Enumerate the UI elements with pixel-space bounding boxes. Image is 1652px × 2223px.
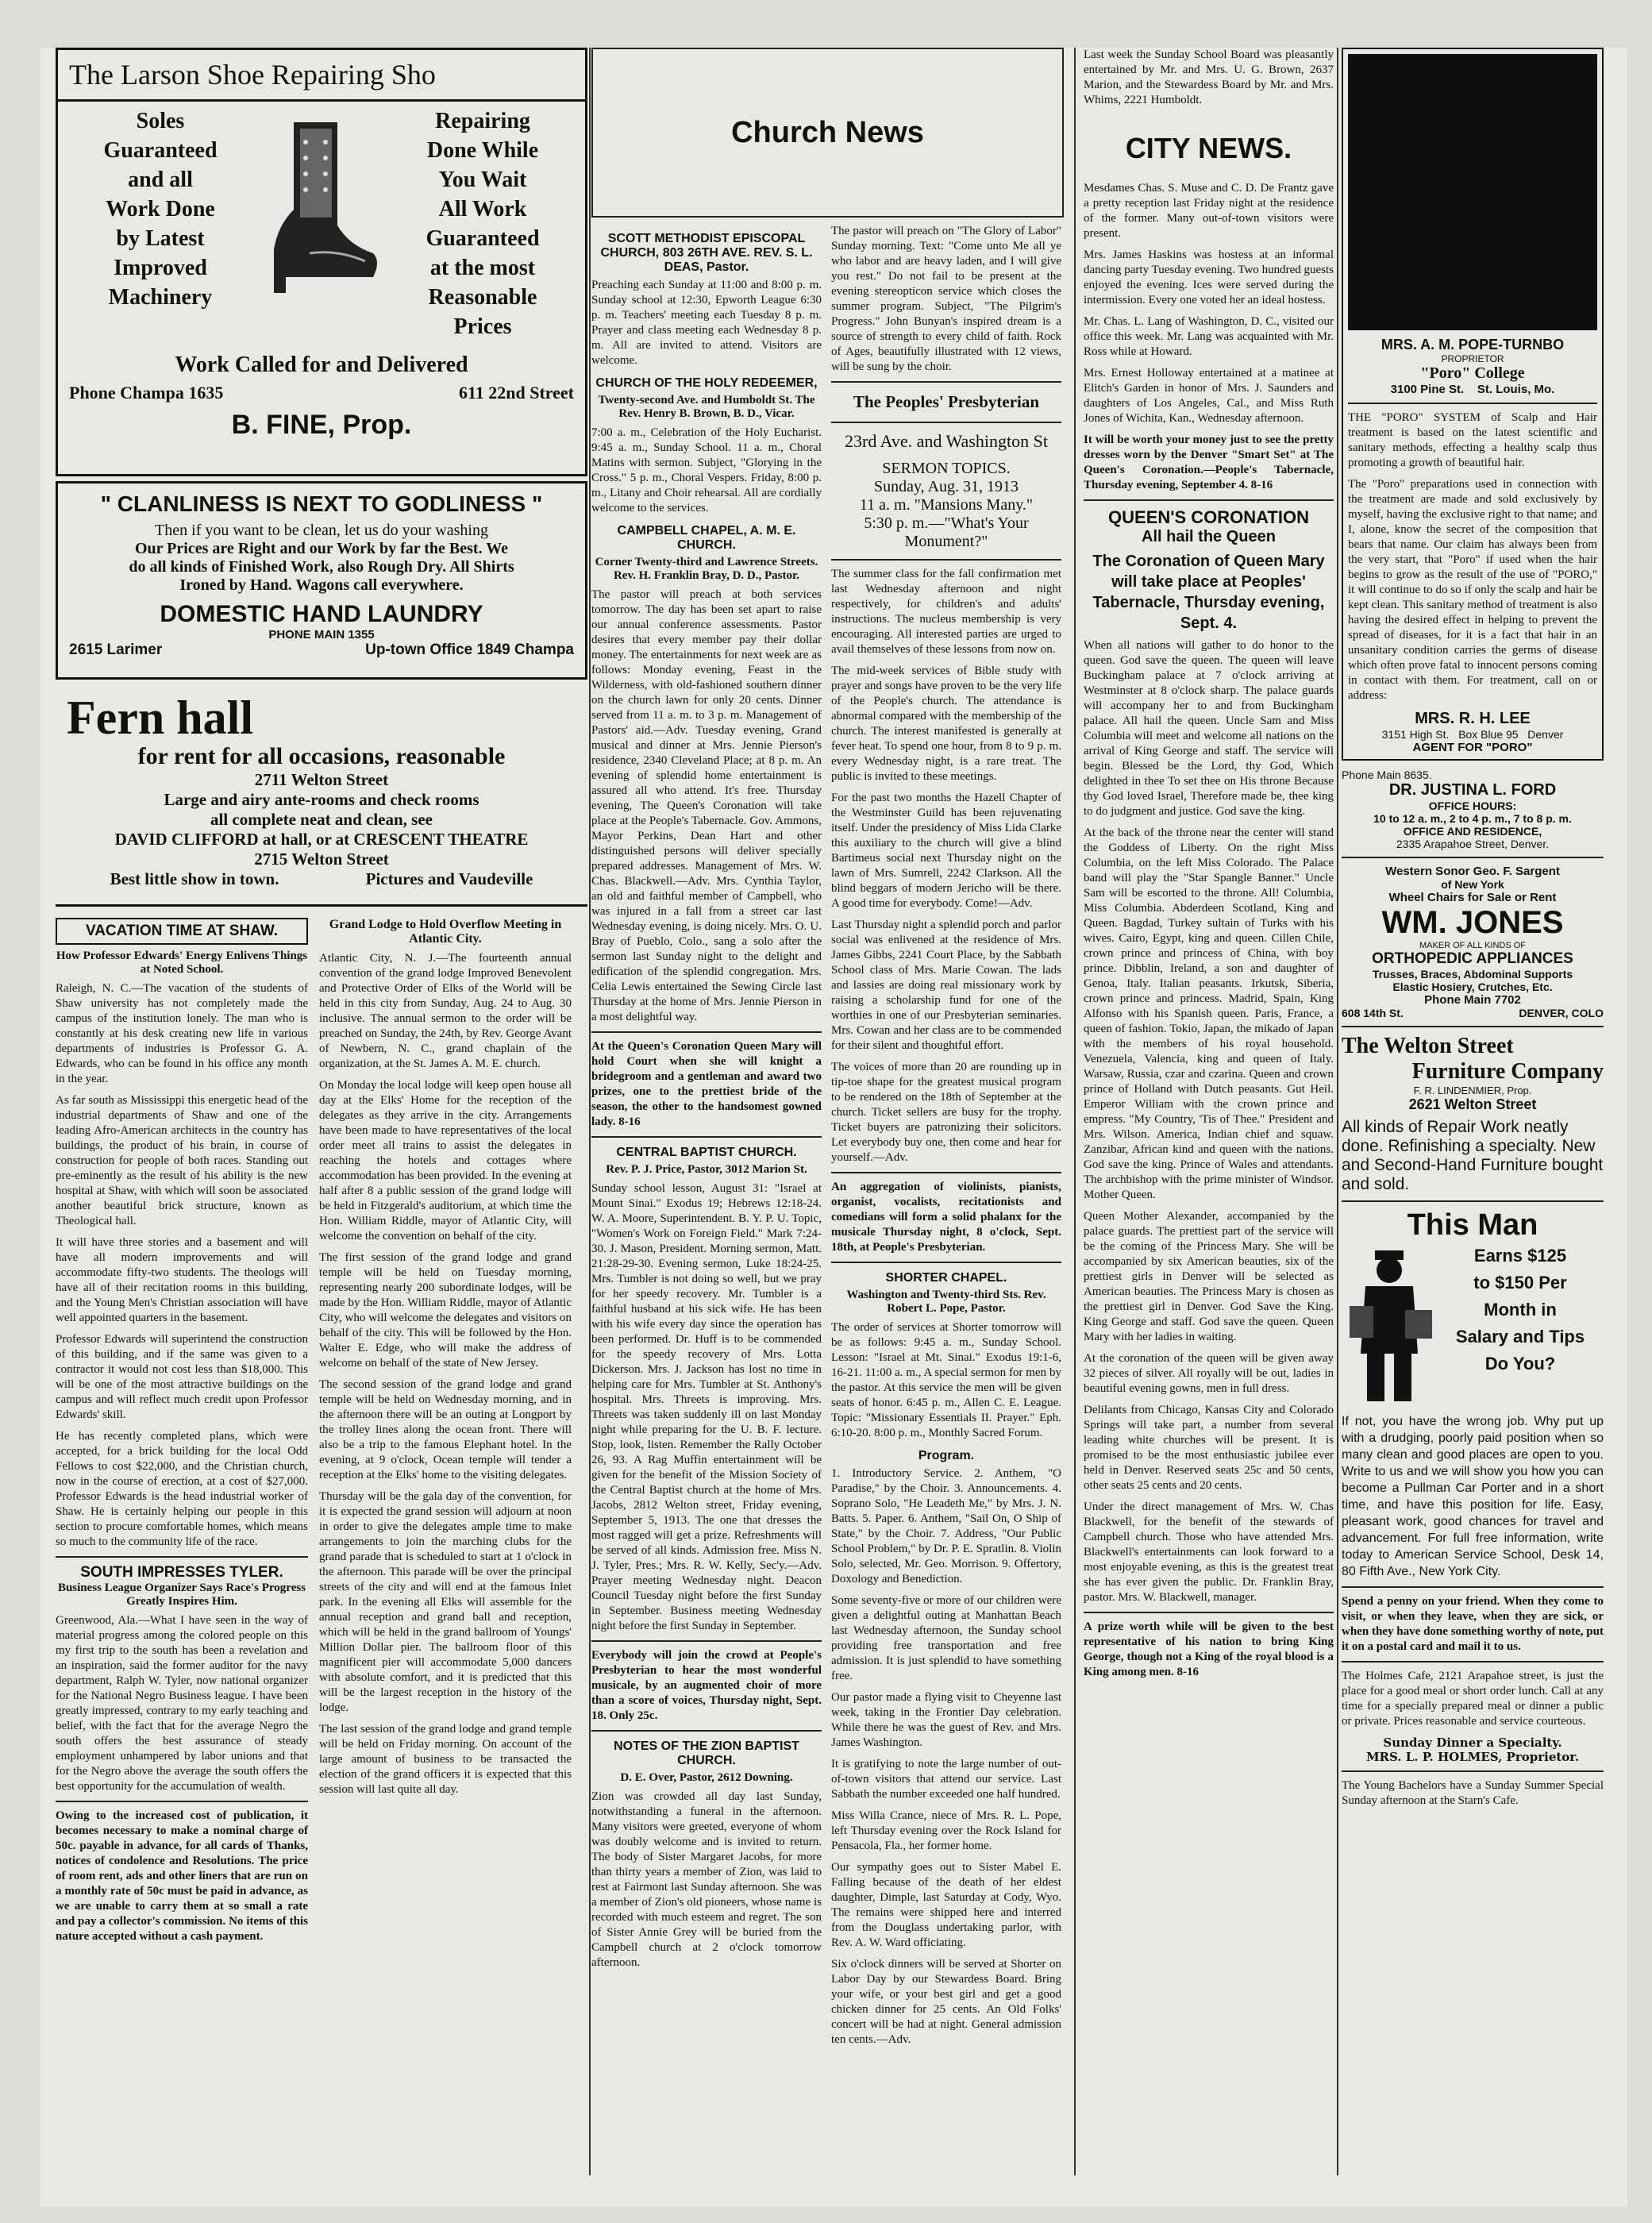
- church-news-header: Church News: [591, 48, 1064, 218]
- presbyterian-block: The Peoples' Presbyterian 23rd Ave. and Washington St SERMON TOPICS. Sunday, Aug. 31, 1913 11 a. m. "Mansions Many." 5:30 p. m.—"What's Your Monument?": [831, 392, 1061, 551]
- church-col-left: SCOTT METHODIST EPISCOPAL CHURCH, 803 26TH AVE. REV. S. L. DEAS, Pastor. Preaching each Sunday at 11:00 and 8:00 p. m. Sunday school at 12:30, Epworth League 6:30 p. m. Teachers' meeting each Tuesday 8 p. m. Prayer and class meeting each Wednesday 8 p. m. All are invited to attend. Visitors are welcome. CHURCH OF THE HOLY REDEEMER, Twenty-second Ave. and Humboldt St. The Rev. Henry B. Brown, B. D., Vicar. 7:00 a. m., Celebration of the Holy Eucharist. 9:45 a. m., Sunday School. 11 a. m., Choral Matins with sermon. Subject, "Glorying in the Cross." 5 p. m., Choral Vespers. Friday, 8:00 p. m., Litany and Choir rehearsal. All are cordially welcome to the services. CAMPBELL CHAPEL, A. M. E. CHURCH. Corner Twenty-third and Lawrence Streets. Rev. H. Franklin Bray, D. D., Pastor. The pastor will preach at both services tomorrow. The day has been set apart to raise our annual conference assessments. Pastor desires that every member pay their dollar money. The entertainments for next week are as follows: Monday evening, Feast in the Wilderness, with old-fashioned southern dinner on the church lawn for only 20 cents. Dinner served from 11 a. m. to 3 p. m. Management of Pastors' aid.—Adv. Tuesday evening, Grand musical and dinner at Mrs. Jennie Pierson's residence, 2340 Cleveland Place; at 8 p. m. An evening of splendid home entertainment is assured all who attend. It's free. Thursday evening, The Queen's Coronation will take place at the People's Tabernacle. Gov. Ammons, Mayor Perkins, Dean Hart and other distinguished persons will deliver specially prepared addresses. Management of Mrs. W. Chas. Blackwell.—Adv. Mrs. Cynthia Taylor, an old and faithful member of Campbell, who was injured in a fall from a street car last Wednesday evening, is doing nicely. Mrs. O. U. Bray of Pueblo, Colo., sang a solo after the sermon last Sunday night to the delight and edification of the splendid congregation. Mrs. Celia Lewis entertained the Sewing Circle last Thursday at the home of Mrs. Jennie Pierson in a most delightful way. At the Queen's Coronation Queen Mary will hold Court when she will knight a bridegroom and a gentleman and award two prizes, one to the prettiest bride of the season, the other to the handsomest gowned lady. 8-16 CENTRAL BAPTIST CHURCH. Rev. P. J. Price, Pastor, 3012 Marion St. Sunday school lesson, August 31: "Israel at Mount Sinai." Exodus 19; Hebrews 12:18-24. W. A. Moore, Superintendent. B. Y. P. U. Topic, "Women's Work on Foreign Field." Mark 7:24-30. J. Mason, President. Morning sermon, Matt. 21:28-29-30. Evening sermon, Luke 18:24-25. Mrs. Tumbler is not doing so well, but we pray for her speedy recovery. Mr. Tumbler is a faithful husband at his sick wife. He has been with his wife every day since the operation has been performed. Dr. Huff is to be commended for the speedy recovery of Mrs. Lotta Dickerson. Mrs. J. Jackson has lost no time in helping care for Mrs. Tumbler at St. Anthony's hospital. Mrs. Threets is improving. Mrs. Threets was taken suddenly ill on last Monday night while preparing for the U. B. F. lecture. Stop, look, listen. Remember the Rally October 26, 93. A Rag Muffin entertainment will be given for the benefit of the Mission Society of the Central Baptist church at the home of Mrs. Jacobs, 2812 Welton street, Friday evening, September 5, 1913. The one that dresses the most ragged will get a prize. Refreshments will be served of all kinds. Admission free. Miss N. J. Tyler, Pres.; Mrs. R. W. Kelly, Sec'y.—Adv. Prayer meeting Wednesday night. Deacon Council Tuesday night before the first Sunday in September. Business meeting Wednesday night before the first Sunday in September. Everybody will join the crowd at People's Presbyterian to hear the most wonderful musicale, by an augmented choir of more than a score of voices, Thursday night, Sept. 18. Only 25c. NOTES OF THE ZION BAPTIST CHURCH. D. E. Over, Pastor, 2612 Downing. Zion was crowded all day last Sunday, notwithstanding a funeral in the afternoon. Many visitors were greeted, everyone of whom was doubly welcome and is invited to return. The body of Sister Margaret Jacobs, for more than thirty years a member of Zion, was laid to rest at Fairmont last Sunday afternoon. She was a member of Zion's old pioneers, whose name is recorded with much esteem and regret. The son of Sister Annie Grey will be buried from the Campbell church at 2 o'clock tomorrow afternoon.: [591, 232, 822, 1969]
- column-3: Last week the Sunday School Board was pleasantly entertained by Mr. and Mrs. U. G. Brown, 2637 Marion, and the Stewardess Board by Mr. and Mrs. Whims, 2221 Humboldt. CITY NEWS. Mesdames Chas. S. Muse and C. D. De Frantz gave a pretty reception last Friday night at the residence of the former. Many out-of-town visitors were present. Mrs. James Haskins was hostess at an informal dancing party Tuesday evening. Two hundred guests enjoyed the evening. Ices were served during the intermission. Every one voted her an ideal hostess. Mr. Chas. L. Lang of Washington, D. C., visited our office this week. Mr. Lang was acquainted with Mr. Ross while at Howard. Mrs. Ernest Holloway entertained at a matinee at Elitch's Garden in honor of Mrs. J. Saunders and daughters of Los Angeles, Cal., and Miss Ruth Jones of Wichita, Kan., Wednesday afternoon. It will be worth your money just to see the pretty dresses worn by the Denver "Smart Set" at The Queen's Coronation.—People's Tabernacle, Thursday evening, September 4. 8-16 QUEEN'S CORONATION All hail the Queen The Coronation of Queen Mary will take place at Peoples' Tabernacle, Thursday evening, Sept. 4. When all nations will gather to do honor to the queen. God save the queen. The queen will leave Buckingham palace at 7 o'clock arriving at Westminster at 8 o'clock sharp. The palace guards will accompany her to and from Buckingham palace. All hail the queen. Uncle Sam and Miss Columbia will meet and welcome all nations on the arrival of King George and staff. The service will begin. Blessed be the Lord, thy God, Which delighted in thee To set thee on His throne Because thy God loved Israel, Therefore made be, thee king to do judgment and justice. God save the king. At the back of the throne near the center will stand the Goddess of Liberty. On the right Miss Columbia, on the left Miss Colorado. The Palace band will play the "Star Spangle Banner." Uncle Sam will be escorted to the throne. All! Columbia, Miss Columbia. Abderdeen Scotland, King and Queen. Bagdad, Turkey sultain of Turks with his wives. Cairo, Egypt, king and queen. Cillen Chile, crown prince and princess of China, with boy prince. Dibblin, Ireland, a son and daughter of Genoa, Italy. Italian peasants. Irkutsk, Siberia, crown prince and princess. Madrid, Spain, King Alfonso with his Spanish queen. Paris, France, a queen of fashion. Tokio, Japan, the mikado of Japan with the members of his royal household. Venezuela, Valencia, king and queen of Italy. Warsaw, Russia, czar and czarina. Queen and crown prince of Holland with Dutch peasants. Gut Heil. Emperor William with the crown prince and empress. "My Country, 'Tis of Thee." President and Mrs. Wilson. America, Indian chief and squaw. Zanzibar, African kind and queen with the nations. God save the king. Prince of Wales and attendants. The archbishop with the prime minister of Windsor. Mother Queen. Queen Mother Alexander, accompanied by the palace guards. The prettiest part of the service will be the coming of the Princess Mary. She will be accompanied by six American beauties, six of the prettiest girls in Denver will be selected as American beauties. The Princess Mary is chosen as the prettiest girl in Denver. God Save the King. King George and staff. God save the queen. Queen Mary with her ladies in waiting. At the coronation of the queen will be given away 32 pieces of silver. All royally will be out, ladies in beautiful evening gowns, men in full dress. Delilants from Chicago, Kansas City and Colorado Springs will take part, a number from several leading white churches will be present. It is promised to be the most enthusiastic jubilee ever held in Denver. Reserved seats 25c and 50 cents, other seats 25 cents and 20 cents. Under the direct management of Mrs. W. Chas Blackwell, for the benefit of the stewards of Campbell church. Those who have attended Mrs. Blackwell's entertainments can look forward to a most enjoyable evening, as this is the greatest treat she has ever given the public. Dr. Franklin Bray, pastor. Mrs. W. Blackwell, manager. A prize worth while will be given to the best representative of his nation to bring King George, though not a King of the royal blood is a King among men. 8-16: [1084, 48, 1334, 1678]
- column-1: [56, 48, 587, 2175]
- grandlodge-article: Grand Lodge to Hold Overflow Meeting in Atlantic City. Atlantic City, N. J.—The fourteenth annual convention of the grand lodge Improved Benevolent and Protective Order of Elks of the World will be held in this city from Sunday, Aug. 24 to Aug. 30 inclusive. The annual sermon to the order will be preached on Sunday, the 24th, by Rev. George Avant of Newbern, N. C., grand chaplain of the organization, at the St. James A. M. E. church. On Monday the local lodge will keep open house all day at the Elks' Home for the reception of the delegates as they arrive in the city. Arrangements have been made to have representatives of the local order meet all trains to assist the delegates in reaching the hotels and cottages where accommodation has been provided. In the evening at half after 8 a public session of the grand lodge will be held in Fitzgerald's auditorium, at which time the Hon. William Riddle, mayor of Atlantic City, will welcome the convention on behalf of the city. The first session of the grand lodge and grand temple will be held on Tuesday morning, representing nearly 200 subordinate lodges, will be made by the Hon. William Riddle, mayor of Atlantic City, who will welcome the delegates and visitors on behalf of the city. This will be followed by the Hon. Walter E. Edge, who will make the address of welcome on behalf of the state of New Jersey. The second session of the grand lodge and grand temple will be held on Wednesday morning, and in the afternoon there will be an outing at Longport by the trolley lines along the ocean front. There will also be a trip to the famous Elephant hotel. In the evening, at 9 o'clock, Ocean temple will tender a reception at the Elks' home to the visiting delegates. Thursday will be the gala day of the convention, for it is expected the grand session will adjourn at noon in order to give the delegates ample time to make arrangements to join the marching clubs for the grand parade that is scheduled to start at 1 o'clock in the afternoon. This parade will be over the principal streets of the city and will end at the famous Inlet park. In the evening all Elks will assemble for the annual reception and grand ball and reception, which will be held in the grand ballroom of Youngs' Million Dollar pier. The ballroom floor of this magnificent pier will accommodate 5,000 dancers with absolute comfort, and it is predicted that this will be the largest reception in the history of the lodge. The last session of the grand lodge and grand temple will be held on Friday morning. On account of the large amount of business to be transacted the election of the grand officers it is expected that this session will last quite all day.: [319, 918, 572, 1796]
- larson-address: 611 22nd Street: [458, 383, 574, 403]
- larson-shoe-ad: [56, 48, 587, 476]
- ford-ad: Phone Main 8635. DR. JUSTINA L. FORD OFFICE HOURS: 10 to 12 a. m., 2 to 4 p. m., 7 to 8 p. m. OFFICE AND RESIDENCE, 2335 Arapahoe Street, Denver.: [1342, 769, 1572, 850]
- church-col-right: The pastor will preach on "The Glory of Labor" Sunday morning. Text: "Come unto Me all ye who labor and are heavy laden, and I will give you rest." Do not fail to be present at the evening stereopticon service which closes the summer program. Subject, "The Pilgrim's Progress." John Bunyan's inspired dream is a source of strength to every child of faith. Rock of Ages, beautifully illustrated with 12 views, will be sung by the choir. The Peoples' Presbyterian 23rd Ave. and Washington St SERMON TOPICS. Sunday, Aug. 31, 1913 11 a. m. "Mansions Many." 5:30 p. m.—"What's Your Monument?" The summer class for the fall confirmation met last Wednesday afternoon and night respectively, for children's and adults' instructions. The nucleus membership is very encouraging. All interested parties are urged to avail themselves of these lessons from now on. The mid-week services of Bible study with prayer and songs have proven to be the very life of the People's church. The attendance is abnormal compared with the membership of the church. The interest manifested is generally at fever heat. To spend one hour, from 8 to 9 p. m. every Wednesday night, is a rare treat. The public is invited to these meetings. For the past two months the Hazell Chapter of the Westminster Guild has been rejuvenating itself. Under the presidency of Miss Lida Clarke this auxiliary to the church will give a blind Bartimeus social next Thursday night on the lawn of Mrs. Sumrell, 2242 Clarkson. All the blind beggars of modern Jericho will be there. A good time for everybody. Come!—Adv. Last Thursday night a splendid porch and parlor social was enlivened at the residence of Mrs. James Gibbs, 2241 Court Place, by the Sabbath School class of Mrs. Marie Cowan. The lads and lassies are doing real missionary work by raising a scholarship fund for one of the worthies in one of our Presbyterian seminaries. Mrs. Cowan and her class are to be commended for their silent and thoughtful effort. The voices of more than 20 are rounding up in tip-toe shape for the greatest musical program to be rendered on the 18th of September at the church. Ticket sellers are busy for the trophy. Ticket buyers are patronizing their solicitors. Let everybody buy one, then come and hear for yourself.—Adv. An aggregation of violinists, pianists, organist, vocalists, recitationists and comedians will form a solid phalanx for the musicale Thursday night, 8 o'clock, Sept. 18th, at People's Presbyterian. SHORTER CHAPEL. Washington and Twenty-third Sts. Rev. Robert L. Pope, Pastor. The order of services at Shorter tomorrow will be as follows: 9:45 a. m., Sunday School. Lesson: "Israel at Mt. Sinai." Exodus 19:1-6, 16-21. 11:00 a. m., A special sermon for men by the pastor. At this service the men will be given seats of honor. 6:45 p. m., Allen C. E. League. Topic: "Missionary Essentials II. Prayer." Eph. 6:10-20. 8:00 p. m., Monthly Sacred Forum. Program. 1. Introductory Service. 2. Anthem, "O Paradise," by the Choir. 3. Announcements. 4. Soprano Solo, "He Leadeth Me," by Mrs. J. N. Batts. 5. Paper. 6. Anthem, "Sail On, O Ship of State," by the Choir. 7. Address, "Our Public School Problem," by Dr. P. E. Spratlin. 8. Violin Solo, selected, Mr. Geo. Morrison. 9. Offertory, Doxology and Benediction. Some seventy-five or more of our children were given a delightful outing at Manhattan Beach last Wednesday afternoon, the Sunday school providing free transportation and free admission. It is just splendid to have something free. Our pastor made a flying visit to Cheyenne last week, taking in the Frontier Day celebration. While there he was the guest of Rev. and Mrs. James Washington. It is gratifying to note the large number of out-of-town visitors that attend our service. Last Sabbath the number exceeded one half hundred. Miss Willa Crance, niece of Mrs. R. L. Pope, left Thursday evening over the Rock Island for Pensacola, Fla., her former home. Our sympathy goes out to Sister Mabel E. Falling because of the death of her eldest daughter, Dimple, last Saturday at Cody, Wyo. The remains were shipped here and interred from the Douglass undertaking parlor, with Rev. A. W. Ward officiating. Six o'clock dinners will be served at Shorter on Labor Day by our Stewardess Board. Bring your wife, or your best girl and get a good chicken dinner for 25 cents. An Old Folks' concert will be had at night. General admission ten cents.—Adv.: [831, 225, 1061, 2046]
- jones-ad: Western Sonor Geo. F. Sargent of New York Wheel Chairs for Sale or Rent WM. JONES MAKER OF ALL KINDS OF ORTHOPEDIC APPLIANCES Trusses, Braces, Abdominal Supports Elastic Hosiery, Crutches, Etc. Phone Main 7702 608 14th St. DENVER, COLO: [1342, 865, 1604, 1019]
- boot-icon: [262, 106, 381, 341]
- column-rule: [1074, 48, 1076, 2175]
- laundry-name: DOMESTIC HAND LAUNDRY: [160, 601, 483, 627]
- larson-prop: B. FINE, Prop.: [231, 410, 412, 440]
- column-rule: [589, 48, 591, 2175]
- fernhall-title: Fern hall: [67, 692, 253, 744]
- column-2: [591, 48, 1064, 2175]
- laundry-slogan: " CLANLINESS IS NEXT TO GODLINESS ": [100, 491, 543, 516]
- welton-ad: The Welton Street Furniture Company F. R. LINDENMIER, Prop. 2621 Welton Street All kinds of Repair Work neatly done. Refinishing a specialty. New and Second-Hand Furniture bought and sold.: [1342, 1034, 1604, 1193]
- porter-icon: [1342, 1242, 1437, 1413]
- column-rule: [1337, 48, 1338, 2175]
- larson-called: Work Called for and Delivered: [175, 353, 468, 377]
- fernhall-ad: Fern hall for rent for all occasions, reasonable 2711 Welton Street Large and airy ante-rooms and check rooms all complete neat and clean, see DAVID CLIFFORD at hall, or at CRESCENT THEATRE 2715 Welton Street Best little show in town. Pictures and Vaudeville: [56, 684, 587, 907]
- column-4: MRS. A. M. POPE-TURNBO PROPRIETOR "Poro" College 3100 Pine St. St. Louis, Mo. THE "PORO" SYSTEM of Scalp and Hair treatment is based on the latest scientific and sanitary methods, effecting a healthy scalp thus promoting a growth of beautiful hair. The "Poro" preparations used in connection with the treatment are made and sold exclusively by myself, having the exclusive right to that name; and I, alone, know the secret of the composition that bears that name. Our claim has always been from the very start, that "Poro" if used when the hair begins to grow as the result of the use of "PORO," it will continue to do so if only the scalp and hair be kept clean. This sanitary method of treatment is also having the desired effect in helping to prevent the spread of diseases, for it is a fact that hair in an unsanitary condition carries the germs of disease which often prove fatal to innocent persons coming in contact with them. For treatment, call on or address: MRS. R. H. LEE 3151 High St. Box Blue 95 Denver AGENT FOR "PORO" Phone Main 8635. DR. JUSTINA L. FORD OFFICE HOURS: 10 to 12 a. m., 2 to 4 p. m., 7 to 8 p. m. OFFICE AND RESIDENCE, 2335 Arapahoe Street, Denver. Western Sonor Geo. F. Sargent of New York Wheel Chairs for Sale or Rent WM. JONES MAKER OF ALL KINDS OF ORTHOPEDIC APPLIANCES Trusses, Braces, Abdominal Supports Elastic Hosiery, Crutches, Etc. Phone Main 7702 608 14th St. DENVER, COLO The Welton Street Furniture Company F. R. LINDENMIER, Prop. 2621 Welton Street All kinds of Repair Work neatly done. Refinishing a specialty. New and Second-Hand Furniture bought and sold. This Man Earns $125 to $150 Per Month in Salary and Tips Do You? If not, you have the wrong job. Why put up with a drudging, poorly paid position when so many clean and good places are open to you. Write to us and we will show you how you can become a Pullman Car Porter and in a short time, and have this position for life. Easy, pleasant work, good chances for travel and advancement. For full free information, write today to American Service School, Desk 14, 80 Fifth Ave., New York City. Spend a penny on your friend. When they come to visit, or when they leave, when they are sick, or when they have done something worthy of note, put it on a postal card and mail it to us. The Holmes Cafe, 2121 Arapahoe street, is just the place for a good meal or short order lunch. Call at any time for a specially prepared meal or dinner a public or private. Prices reasonable and service courteous. Sunday Dinner a Specialty. MRS. L. P. HOLMES, Proprietor. The Young Bachelors have a Sunday Summer Special Sunday afternoon at the Starn's Cafe.: [1342, 48, 1604, 2175]
- larson-phone: Phone Champa 1635: [69, 383, 224, 403]
- thisman-ad: This Man Earns $125 to $150 Per Month in Salary and Tips Do You? If not, you have the wrong job. Why put up with a drudging, poorly paid position when so many clean and good places are open to you. Write to us and we will show you how you can become a Pullman Car Porter and in a short time, and have this position for life. Easy, pleasant work, good chances for travel and advancement. For full free information, write today to American Service School, Desk 14, 80 Fifth Ave., New York City.: [1342, 1208, 1604, 1578]
- larson-left-list: Soles Guaranteed and all Work Done by Latest Improved Machinery: [103, 109, 218, 310]
- portrait-image: [1348, 54, 1597, 330]
- coronation-head: QUEEN'S CORONATION: [1108, 507, 1309, 527]
- vacation-article: VACATION TIME AT SHAW. How Professor Edwards' Energy Enlivens Things at Noted School. Raleigh, N. C.—The vacation of the students of Shaw university has not completely made the campus of the institution lonely. The man who is constantly at his desk creating new life in various departments of industries is Professor G. A. Edwards, who can be found in his office any month in the year. As far south as Mississippi this energetic head of the industrial departments of Shaw and one of the leading Afro-American architects in the country has buildings, the product of his brain, in course of construction for people of both races. Standing out pre-eminently as the result of his ability is the new hospital at Shaw, with which will soon be associated another beautiful brick structure, known as Theological hall. It will have three stories and a basement and will have all modern improvements and will accommodate fifty-two students. The theologs will have all of their recitation rooms in this building, and the Young Men's Christian association will have well appointed quarters in the basement. Professor Edwards will superintend the construction of this building, and if the same was given to a contractor it would not cost less than $18,000. This will be one of the most attractive buildings on the campus and will reflect much credit upon Professor Edwards' skill. He has recently completed plans, which were accepted, for a brick building for the local Odd Fellows to cost $22,000, and the Christian church, now in the course of erection, at a cost of $27,000. Professor Edwards is the head industrial worker of Shaw. He is certainly helping our people in this section to procure comfortable homes, which means so much to the community life of the race. SOUTH IMPRESSES TYLER. Business League Organizer Says Race's Progress Greatly Inspires Him. Greenwood, Ala.—What I have seen in the way of material progress among the colored people on this my first trip to the south has been a revelation and an inspiration, said the former auditor for the navy department, Ralph W. Tyler, now national organizer for the National Negro Business league. I have been greatly impressed, contrary to my early teaching and belief, with the fact that for the average Negro the south offers the best assurance of steady employment unhampered by labor unions and that for the Negro above the average the south offers the best opportunity for the accumulation of wealth. Owing to the increased cost of publication, it becomes necessary to make a nominal charge of 50c. payable in advance, for all cards of Thanks, notices of condolence and Resolutions. The price of room rent, ads and other liners that are run on a monthly rate of 50c must be paid in advance, as we are unable to carry them at so small a rate and pay a collector's commission. No items of this nature accepted without a cash payment.: [56, 918, 308, 1951]
- larson-title: The Larson Shoe Repairing Sho: [69, 59, 436, 91]
- city-news-header: CITY NEWS.: [1125, 132, 1292, 164]
- poro-ad: MRS. A. M. POPE-TURNBO PROPRIETOR "Poro" College 3100 Pine St. St. Louis, Mo. THE "PORO" SYSTEM of Scalp and Hair treatment is based on the latest scientific and sanitary methods, effecting a healthy scalp thus promoting a growth of beautiful hair. The "Poro" preparations used in connection with the treatment are made and sold exclusively by myself, having the exclusive right to that name; and I, alone, know the secret of the composition that bears that name. Our claim has always been from the very start, that "Poro" if used when the hair begins to grow as the result of the use of "PORO," it will continue to do so if only the scalp and hair be kept clean. This sanitary method of treatment is also having the desired effect in helping to prevent the spread of diseases, for it is a fact that hair in an unsanitary condition carries the germs of disease which often prove fatal to innocent persons coming in contact with them. For treatment, call on or address: MRS. R. H. LEE 3151 High St. Box Blue 95 Denver AGENT FOR "PORO": [1342, 48, 1604, 761]
- larson-right-list: Repairing Done While You Wait All Work Guaranteed at the most Reasonable Prices: [426, 109, 540, 339]
- laundry-ad: " CLANLINESS IS NEXT TO GODLINESS " Then if you want to be clean, let us do your washing Our Prices are Right and our Work by far the Best. We do all kinds of Finished Work, also Rough Dry. All Shirts Ironed by Hand. Wagons call everywhere. DOMESTIC HAND LAUNDRY PHONE MAIN 1355 2615 Larimer Up-town Office 1849 Champa: [56, 481, 587, 680]
